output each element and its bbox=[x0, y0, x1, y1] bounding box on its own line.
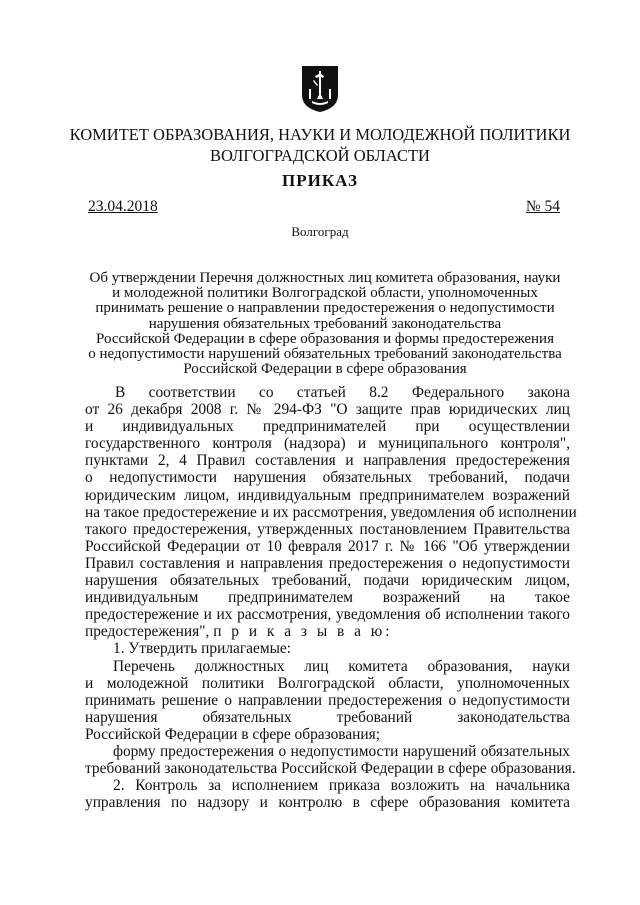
body-line: принимать решение о направлении предостережения о недопустимости bbox=[85, 691, 570, 709]
organization-name-line1: КОМИТЕТ ОБРАЗОВАНИЯ, НАУКИ И МОЛОДЕЖНОЙ ПОЛИТИКИ bbox=[69, 125, 571, 144]
subject-line: о недопустимости нарушений обязательных требований законодательства bbox=[88, 346, 562, 363]
body-line: такого предостережения, утвержденных постановлением Правительства bbox=[85, 520, 570, 538]
subject-line: принимать решение о направлении предостережения о недопустимости bbox=[95, 300, 555, 317]
subject-line: и молодежной политики Волгоградской области, уполномоченных bbox=[112, 285, 538, 302]
body-line: пунктами 2, 4 Правил составления и направления предостережения bbox=[85, 452, 570, 470]
document-body bbox=[85, 384, 577, 812]
document-city: Волгоград bbox=[291, 224, 349, 239]
body-line: от 26 декабря 2008 г. № 294-ФЗ "О защите прав юридических лиц bbox=[85, 401, 570, 419]
body-line: и индивидуальных предпринимателей при осуществлении bbox=[85, 418, 570, 436]
body-line: Правил составления и направления предостережения о недопустимости bbox=[85, 554, 570, 572]
body-line: нарушения обязательных требований законодательства bbox=[85, 708, 570, 726]
order-word: п р и к а з ы в а ю: bbox=[213, 623, 393, 641]
body-line: нарушения обязательных требований, подачи юридическим лицом, bbox=[85, 572, 570, 590]
body-line: государственного контроля (надзора) и муниципального контроля", bbox=[85, 435, 570, 453]
body-line: юридическим лицом, индивидуальным предпринимателем возражений bbox=[85, 486, 570, 504]
body-line: требований законодательства Российской Федерации в сфере образования. bbox=[85, 760, 576, 778]
subject-line: Российской Федерации в сфере образования и формы предостережения bbox=[96, 330, 554, 347]
body-line: на такое предостережение и их рассмотрения, уведомления об исполнении bbox=[85, 503, 577, 521]
document-date: 23.04.2018 bbox=[88, 198, 158, 215]
subject-line: Об утверждении Перечня должностных лиц комитета образования, науки bbox=[89, 270, 561, 286]
body-line: форму предостережения о недопустимости нарушений обязательных bbox=[113, 742, 570, 760]
document-subject bbox=[80, 271, 570, 377]
body-line: Перечень должностных лиц комитета образования, науки bbox=[113, 657, 570, 675]
body-line: предостережение и их рассмотрения, уведомления об исполнении такого bbox=[85, 606, 570, 624]
coat-of-arms-icon bbox=[301, 65, 339, 113]
subject-line: Российской Федерации в сфере образования bbox=[183, 361, 467, 378]
document-number: № 54 bbox=[525, 198, 560, 215]
body-line: о недопустимости нарушения обязательных требований, подачи bbox=[85, 469, 570, 487]
body-line: Российской Федерации от 10 февраля 2017 г. № 166 "Об утверждении bbox=[85, 537, 570, 555]
body-line: предостережения", bbox=[85, 623, 210, 641]
organization-name-line2: ВОЛГОГРАДСКОЙ ОБЛАСТИ bbox=[210, 146, 430, 165]
document-type-title: ПРИКАЗ bbox=[282, 171, 358, 190]
body-line: 2. Контроль за исполнением приказа возложить на начальника bbox=[113, 777, 570, 795]
body-line: и молодежной политики Волгоградской области, уполномоченных bbox=[85, 674, 570, 692]
body-line-with-order bbox=[85, 623, 570, 640]
subject-line: нарушения обязательных требований законодательства bbox=[148, 315, 502, 332]
body-line: индивидуальным предпринимателем возражений на такое bbox=[85, 589, 570, 607]
body-line: В соответствии со статьей 8.2 Федерального закона bbox=[115, 384, 570, 401]
body-line: Российской Федерации в сфере образования; bbox=[85, 725, 380, 743]
body-line: 1. Утвердить прилагаемые: bbox=[113, 640, 292, 658]
body-line: управления по надзору и контролю в сфере образования комитета bbox=[85, 794, 570, 812]
